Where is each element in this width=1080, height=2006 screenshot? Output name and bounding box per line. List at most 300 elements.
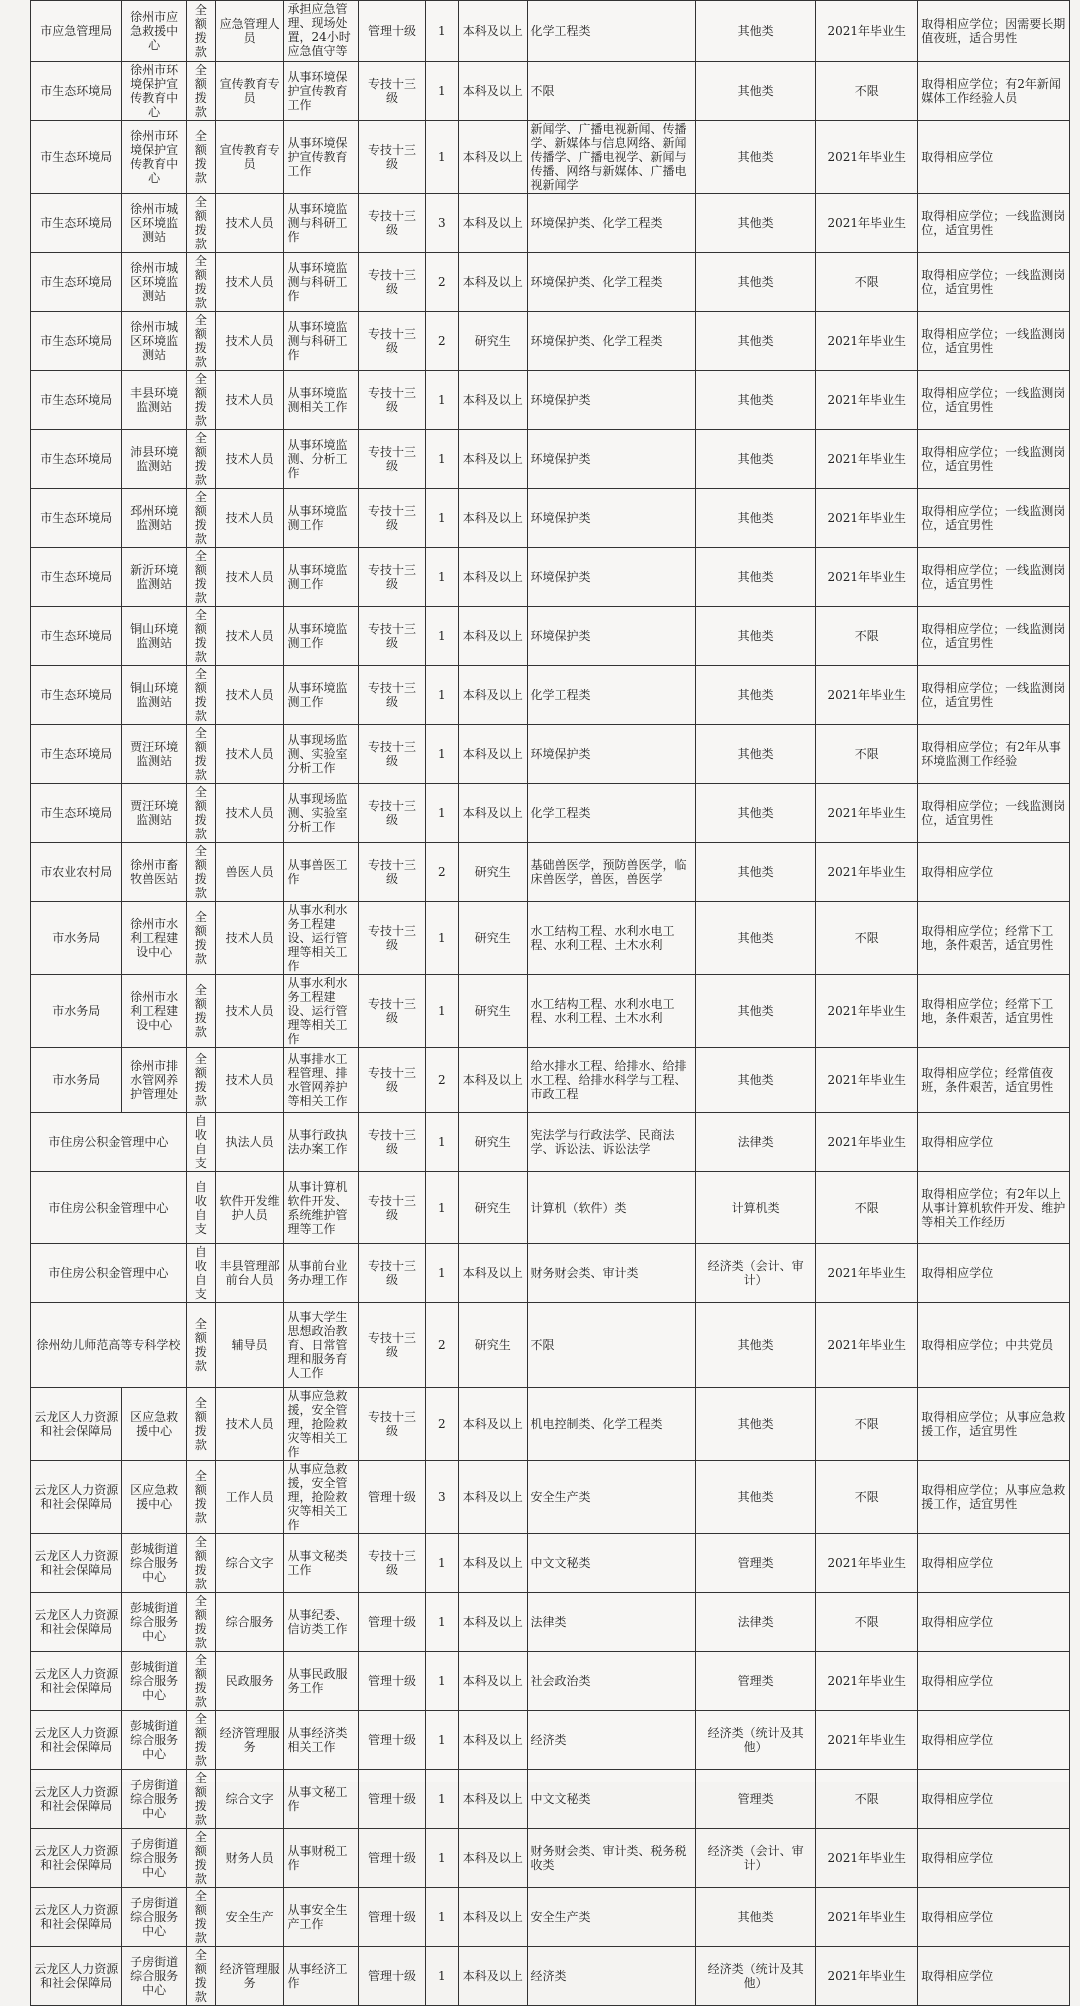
cell-candidate-type: 2021年毕业生 [816, 1244, 918, 1303]
cell-other-conditions: 取得相应学位 [918, 1711, 1070, 1770]
cell-position: 应急管理人员 [215, 1, 284, 62]
cell-major: 安全生产类 [527, 1461, 695, 1534]
cell-unit: 子房街道综合服务中心 [122, 1829, 186, 1888]
cell-major: 化学工程类 [527, 784, 695, 843]
cell-grade: 专技十三级 [359, 1113, 425, 1172]
cell-unit: 丰县环境监测站 [122, 371, 186, 430]
cell-exam-category: 其他类 [695, 1888, 816, 1947]
cell-headcount: 1 [425, 1534, 458, 1593]
cell-education: 本科及以上 [458, 666, 527, 725]
cell-department: 云龙区人力资源和社会保障局 [31, 1770, 122, 1829]
cell-department: 市农业农村局 [31, 843, 122, 902]
cell-unit: 徐州市应急救援中心 [122, 1, 186, 62]
cell-department: 云龙区人力资源和社会保障局 [31, 1593, 122, 1652]
cell-duties: 从事纪委、信访类工作 [284, 1593, 359, 1652]
cell-grade: 专技十三级 [359, 1172, 425, 1244]
cell-major: 经济类 [527, 1947, 695, 2006]
cell-grade: 专技十三级 [359, 1388, 425, 1461]
cell-major: 宪法学与行政法学、民商法学、诉讼法、诉讼法学 [527, 1113, 695, 1172]
cell-unit: 徐州市排水管网养护管理处 [122, 1048, 186, 1113]
cell-position: 技术人员 [215, 1388, 284, 1461]
cell-funding: 全额拨款 [186, 1711, 215, 1770]
cell-grade: 专技十三级 [359, 1534, 425, 1593]
cell-duties: 承担应急管理、现场处置，24小时应急值守等 [284, 1, 359, 62]
cell-exam-category: 经济类（统计及其他） [695, 1947, 816, 2006]
cell-position: 技术人员 [215, 784, 284, 843]
cell-unit: 邳州环境监测站 [122, 489, 186, 548]
cell-grade: 管理十级 [359, 1829, 425, 1888]
cell-candidate-type: 不限 [816, 1770, 918, 1829]
cell-funding: 全额拨款 [186, 666, 215, 725]
cell-candidate-type: 2021年毕业生 [816, 489, 918, 548]
cell-exam-category: 其他类 [695, 902, 816, 975]
cell-exam-category: 其他类 [695, 62, 816, 121]
cell-headcount: 1 [425, 1770, 458, 1829]
cell-exam-category: 其他类 [695, 975, 816, 1048]
cell-candidate-type: 2021年毕业生 [816, 312, 918, 371]
cell-other-conditions: 取得相应学位；有2年新闻媒体工作经验人员 [918, 62, 1070, 121]
cell-position: 技术人员 [215, 194, 284, 253]
cell-department: 市住房公积金管理中心 [31, 1172, 187, 1244]
table-row [31, 666, 1070, 725]
cell-major: 给水排水工程、给排水、给排水工程、给排水科学与工程、市政工程 [527, 1048, 695, 1113]
table-row [31, 1048, 1070, 1113]
cell-department: 云龙区人力资源和社会保障局 [31, 1888, 122, 1947]
cell-unit: 徐州市水利工程建设中心 [122, 902, 186, 975]
cell-funding: 全额拨款 [186, 548, 215, 607]
cell-other-conditions: 取得相应学位；一线监测岗位，适宜男性 [918, 253, 1070, 312]
cell-funding: 全额拨款 [186, 194, 215, 253]
cell-department: 云龙区人力资源和社会保障局 [31, 1461, 122, 1534]
cell-major: 水工结构工程、水利水电工程、水利工程、土木水利 [527, 902, 695, 975]
cell-unit: 彭城街道综合服务中心 [122, 1711, 186, 1770]
cell-major: 不限 [527, 1303, 695, 1388]
table-row [31, 1388, 1070, 1461]
cell-unit: 铜山环境监测站 [122, 666, 186, 725]
cell-position: 技术人员 [215, 312, 284, 371]
cell-other-conditions: 取得相应学位；因需要长期值夜班，适合男性 [918, 1, 1070, 62]
cell-education: 本科及以上 [458, 548, 527, 607]
cell-major: 环境保护类 [527, 371, 695, 430]
cell-exam-category: 其他类 [695, 371, 816, 430]
cell-education: 本科及以上 [458, 1770, 527, 1829]
cell-candidate-type: 2021年毕业生 [816, 1829, 918, 1888]
table-row [31, 1652, 1070, 1711]
cell-funding: 全额拨款 [186, 1947, 215, 2006]
cell-grade: 专技十三级 [359, 121, 425, 194]
cell-exam-category: 法律类 [695, 1593, 816, 1652]
cell-candidate-type: 2021年毕业生 [816, 1534, 918, 1593]
cell-position: 技术人员 [215, 371, 284, 430]
cell-candidate-type: 2021年毕业生 [816, 1, 918, 62]
cell-department: 市生态环境局 [31, 430, 122, 489]
cell-duties: 从事大学生思想政治教育、日常管理和服务育人工作 [284, 1303, 359, 1388]
cell-department: 市住房公积金管理中心 [31, 1244, 187, 1303]
cell-major: 机电控制类、化学工程类 [527, 1388, 695, 1461]
cell-major: 环境保护类 [527, 489, 695, 548]
cell-other-conditions: 取得相应学位；一线监测岗位，适宜男性 [918, 666, 1070, 725]
cell-grade: 专技十三级 [359, 548, 425, 607]
cell-position: 综合文字 [215, 1534, 284, 1593]
cell-funding: 自收自支 [186, 1113, 215, 1172]
cell-duties: 从事经济工作 [284, 1947, 359, 2006]
cell-education: 本科及以上 [458, 1461, 527, 1534]
cell-candidate-type: 不限 [816, 62, 918, 121]
cell-headcount: 2 [425, 843, 458, 902]
cell-exam-category: 其他类 [695, 489, 816, 548]
cell-duties: 从事应急救援，安全管理，抢险救灾等相关工作 [284, 1388, 359, 1461]
table-row [31, 1534, 1070, 1593]
cell-candidate-type: 不限 [816, 1388, 918, 1461]
cell-position: 兽医人员 [215, 843, 284, 902]
cell-education: 本科及以上 [458, 1534, 527, 1593]
cell-unit: 贾汪环境监测站 [122, 725, 186, 784]
cell-education: 本科及以上 [458, 253, 527, 312]
cell-exam-category: 其他类 [695, 1, 816, 62]
cell-candidate-type: 2021年毕业生 [816, 548, 918, 607]
cell-other-conditions: 取得相应学位；经常值夜班，条件艰苦，适宜男性 [918, 1048, 1070, 1113]
cell-major: 环境保护类、化学工程类 [527, 253, 695, 312]
cell-major: 新闻学、广播电视新闻、传播学、新媒体与信息网络、新闻传播学、广播电视学、新闻与传播、网络与新媒体、广播电视新闻学 [527, 121, 695, 194]
cell-funding: 全额拨款 [186, 1, 215, 62]
table-row [31, 312, 1070, 371]
cell-funding: 全额拨款 [186, 784, 215, 843]
cell-exam-category: 经济类（会计、审计） [695, 1829, 816, 1888]
cell-position: 财务人员 [215, 1829, 284, 1888]
cell-exam-category: 其他类 [695, 253, 816, 312]
cell-duties: 从事环境监测与科研工作 [284, 312, 359, 371]
cell-funding: 全额拨款 [186, 1888, 215, 1947]
cell-candidate-type: 2021年毕业生 [816, 1947, 918, 2006]
cell-position: 技术人员 [215, 430, 284, 489]
cell-education: 本科及以上 [458, 725, 527, 784]
cell-position: 技术人员 [215, 666, 284, 725]
cell-grade: 管理十级 [359, 1888, 425, 1947]
cell-exam-category: 计算机类 [695, 1172, 816, 1244]
cell-funding: 全额拨款 [186, 1770, 215, 1829]
cell-department: 市生态环境局 [31, 784, 122, 843]
cell-major: 计算机（软件）类 [527, 1172, 695, 1244]
cell-duties: 从事环境监测相关工作 [284, 371, 359, 430]
cell-exam-category: 其他类 [695, 194, 816, 253]
cell-exam-category: 其他类 [695, 430, 816, 489]
cell-major: 法律类 [527, 1593, 695, 1652]
cell-duties: 从事环境保护宣传教育工作 [284, 121, 359, 194]
table-row [31, 1829, 1070, 1888]
cell-grade: 专技十三级 [359, 1303, 425, 1388]
cell-unit: 新沂环境监测站 [122, 548, 186, 607]
cell-unit: 徐州市城区环境监测站 [122, 312, 186, 371]
cell-other-conditions: 取得相应学位；一线监测岗位，适宜男性 [918, 194, 1070, 253]
cell-education: 研究生 [458, 975, 527, 1048]
cell-education: 本科及以上 [458, 1593, 527, 1652]
table-row [31, 62, 1070, 121]
cell-funding: 全额拨款 [186, 1461, 215, 1534]
cell-unit: 彭城街道综合服务中心 [122, 1534, 186, 1593]
cell-education: 本科及以上 [458, 1244, 527, 1303]
cell-position: 技术人员 [215, 975, 284, 1048]
cell-other-conditions: 取得相应学位；一线监测岗位，适宜男性 [918, 371, 1070, 430]
cell-education: 研究生 [458, 902, 527, 975]
cell-duties: 从事环境监测工作 [284, 548, 359, 607]
cell-headcount: 1 [425, 1113, 458, 1172]
cell-exam-category: 其他类 [695, 121, 816, 194]
cell-candidate-type: 2021年毕业生 [816, 784, 918, 843]
table-row [31, 784, 1070, 843]
cell-candidate-type: 不限 [816, 607, 918, 666]
cell-major: 环境保护类 [527, 430, 695, 489]
table-row [31, 1947, 1070, 2006]
cell-other-conditions: 取得相应学位；一线监测岗位，适宜男性 [918, 489, 1070, 548]
cell-major: 中文文秘类 [527, 1534, 695, 1593]
cell-other-conditions: 取得相应学位 [918, 1593, 1070, 1652]
cell-grade: 专技十三级 [359, 1048, 425, 1113]
cell-major: 环境保护类、化学工程类 [527, 312, 695, 371]
table-row [31, 1113, 1070, 1172]
table-row [31, 194, 1070, 253]
cell-department: 云龙区人力资源和社会保障局 [31, 1388, 122, 1461]
cell-exam-category: 经济类（会计、审计） [695, 1244, 816, 1303]
cell-department: 徐州幼儿师范高等专科学校 [31, 1303, 187, 1388]
cell-other-conditions: 取得相应学位 [918, 1113, 1070, 1172]
cell-unit: 区应急救援中心 [122, 1461, 186, 1534]
cell-department: 市应急管理局 [31, 1, 122, 62]
cell-grade: 管理十级 [359, 1770, 425, 1829]
cell-duties: 从事环境监测与科研工作 [284, 194, 359, 253]
cell-major: 环境保护类 [527, 548, 695, 607]
cell-headcount: 1 [425, 121, 458, 194]
cell-duties: 从事文秘工作 [284, 1770, 359, 1829]
cell-department: 市生态环境局 [31, 607, 122, 666]
cell-education: 本科及以上 [458, 1888, 527, 1947]
table-row [31, 902, 1070, 975]
table-row [31, 430, 1070, 489]
cell-unit: 徐州市环境保护宣传教育中心 [122, 62, 186, 121]
cell-funding: 全额拨款 [186, 121, 215, 194]
cell-exam-category: 管理类 [695, 1534, 816, 1593]
cell-exam-category: 经济类（统计及其他） [695, 1711, 816, 1770]
table-row [31, 1593, 1070, 1652]
cell-unit: 徐州市畜牧兽医站 [122, 843, 186, 902]
cell-position: 宣传教育专员 [215, 62, 284, 121]
cell-education: 本科及以上 [458, 1652, 527, 1711]
cell-position: 丰县管理部前台人员 [215, 1244, 284, 1303]
cell-candidate-type: 不限 [816, 253, 918, 312]
cell-headcount: 1 [425, 975, 458, 1048]
cell-other-conditions: 取得相应学位；一线监测岗位，适宜男性 [918, 430, 1070, 489]
cell-funding: 全额拨款 [186, 1593, 215, 1652]
table-row [31, 1244, 1070, 1303]
cell-position: 经济管理服务 [215, 1711, 284, 1770]
cell-position: 技术人员 [215, 607, 284, 666]
cell-funding: 全额拨款 [186, 607, 215, 666]
cell-grade: 专技十三级 [359, 371, 425, 430]
cell-candidate-type: 2021年毕业生 [816, 843, 918, 902]
cell-department: 市生态环境局 [31, 666, 122, 725]
cell-duties: 从事环境监测工作 [284, 607, 359, 666]
cell-funding: 全额拨款 [186, 253, 215, 312]
cell-candidate-type: 2021年毕业生 [816, 1303, 918, 1388]
cell-position: 经济管理服务 [215, 1947, 284, 2006]
cell-candidate-type: 2021年毕业生 [816, 1048, 918, 1113]
cell-major: 基础兽医学，预防兽医学，临床兽医学，兽医，兽医学 [527, 843, 695, 902]
cell-department: 市生态环境局 [31, 371, 122, 430]
table-row [31, 975, 1070, 1048]
table-row [31, 121, 1070, 194]
table-row [31, 1303, 1070, 1388]
cell-funding: 全额拨款 [186, 489, 215, 548]
cell-other-conditions: 取得相应学位；从事应急救援工作，适宜男性 [918, 1388, 1070, 1461]
cell-duties: 从事排水工程管理、排水管网养护等相关工作 [284, 1048, 359, 1113]
cell-exam-category: 其他类 [695, 1388, 816, 1461]
cell-funding: 全额拨款 [186, 1303, 215, 1388]
cell-unit: 彭城街道综合服务中心 [122, 1593, 186, 1652]
cell-candidate-type: 2021年毕业生 [816, 194, 918, 253]
cell-duties: 从事环境监测工作 [284, 666, 359, 725]
cell-duties: 从事财税工作 [284, 1829, 359, 1888]
cell-position: 工作人员 [215, 1461, 284, 1534]
table-row [31, 1770, 1070, 1829]
cell-exam-category: 其他类 [695, 1303, 816, 1388]
cell-duties: 从事应急救援，安全管理，抢险救灾等相关工作 [284, 1461, 359, 1534]
cell-education: 本科及以上 [458, 784, 527, 843]
cell-department: 云龙区人力资源和社会保障局 [31, 1652, 122, 1711]
cell-education: 本科及以上 [458, 1388, 527, 1461]
cell-department: 云龙区人力资源和社会保障局 [31, 1711, 122, 1770]
table-body [31, 1, 1070, 2006]
cell-unit: 铜山环境监测站 [122, 607, 186, 666]
table-row [31, 1, 1070, 62]
cell-unit: 贾汪环境监测站 [122, 784, 186, 843]
cell-unit: 子房街道综合服务中心 [122, 1947, 186, 2006]
cell-funding: 全额拨款 [186, 1388, 215, 1461]
cell-department: 云龙区人力资源和社会保障局 [31, 1534, 122, 1593]
cell-exam-category: 其他类 [695, 725, 816, 784]
cell-grade: 专技十三级 [359, 253, 425, 312]
cell-position: 安全生产 [215, 1888, 284, 1947]
cell-headcount: 1 [425, 1652, 458, 1711]
table-row [31, 725, 1070, 784]
cell-headcount: 3 [425, 1461, 458, 1534]
cell-unit: 彭城街道综合服务中心 [122, 1652, 186, 1711]
cell-candidate-type: 不限 [816, 902, 918, 975]
table-row [31, 1172, 1070, 1244]
cell-position: 辅导员 [215, 1303, 284, 1388]
cell-unit: 徐州市水利工程建设中心 [122, 975, 186, 1048]
cell-department: 云龙区人力资源和社会保障局 [31, 1947, 122, 2006]
cell-other-conditions: 取得相应学位；经常下工地，条件艰苦，适宜男性 [918, 902, 1070, 975]
cell-education: 本科及以上 [458, 1, 527, 62]
table-row [31, 1461, 1070, 1534]
cell-grade: 管理十级 [359, 1461, 425, 1534]
cell-unit: 子房街道综合服务中心 [122, 1770, 186, 1829]
cell-major: 环境保护类、化学工程类 [527, 194, 695, 253]
cell-headcount: 1 [425, 607, 458, 666]
cell-exam-category: 其他类 [695, 607, 816, 666]
cell-other-conditions: 取得相应学位 [918, 843, 1070, 902]
cell-grade: 专技十三级 [359, 902, 425, 975]
cell-grade: 专技十三级 [359, 666, 425, 725]
cell-education: 本科及以上 [458, 1947, 527, 2006]
cell-funding: 全额拨款 [186, 1829, 215, 1888]
cell-major: 安全生产类 [527, 1888, 695, 1947]
cell-education: 本科及以上 [458, 1829, 527, 1888]
cell-duties: 从事环境监测工作 [284, 489, 359, 548]
cell-exam-category: 法律类 [695, 1113, 816, 1172]
cell-department: 市水务局 [31, 975, 122, 1048]
cell-headcount: 1 [425, 371, 458, 430]
cell-education: 本科及以上 [458, 371, 527, 430]
cell-major: 环境保护类 [527, 607, 695, 666]
cell-education: 研究生 [458, 1113, 527, 1172]
cell-education: 本科及以上 [458, 430, 527, 489]
cell-grade: 专技十三级 [359, 312, 425, 371]
cell-duties: 从事民政服务工作 [284, 1652, 359, 1711]
cell-candidate-type: 2021年毕业生 [816, 371, 918, 430]
recruitment-table [30, 0, 1070, 2006]
cell-position: 技术人员 [215, 1048, 284, 1113]
cell-other-conditions: 取得相应学位 [918, 1829, 1070, 1888]
cell-headcount: 1 [425, 902, 458, 975]
cell-position: 技术人员 [215, 489, 284, 548]
cell-grade: 管理十级 [359, 1652, 425, 1711]
cell-headcount: 1 [425, 489, 458, 548]
cell-duties: 从事前台业务办理工作 [284, 1244, 359, 1303]
cell-education: 研究生 [458, 843, 527, 902]
cell-grade: 专技十三级 [359, 607, 425, 666]
cell-grade: 管理十级 [359, 1711, 425, 1770]
cell-major: 中文文秘类 [527, 1770, 695, 1829]
cell-other-conditions: 取得相应学位 [918, 1652, 1070, 1711]
cell-other-conditions: 取得相应学位；一线监测岗位，适宜男性 [918, 548, 1070, 607]
cell-unit: 沛县环境监测站 [122, 430, 186, 489]
cell-funding: 全额拨款 [186, 312, 215, 371]
cell-education: 本科及以上 [458, 489, 527, 548]
cell-headcount: 1 [425, 1172, 458, 1244]
cell-headcount: 2 [425, 1303, 458, 1388]
cell-education: 本科及以上 [458, 1048, 527, 1113]
cell-major: 财务财会类、审计类 [527, 1244, 695, 1303]
cell-major: 社会政治类 [527, 1652, 695, 1711]
cell-headcount: 3 [425, 194, 458, 253]
cell-grade: 专技十三级 [359, 975, 425, 1048]
cell-major: 化学工程类 [527, 1, 695, 62]
cell-department: 市生态环境局 [31, 312, 122, 371]
cell-other-conditions: 取得相应学位 [918, 121, 1070, 194]
cell-funding: 全额拨款 [186, 975, 215, 1048]
cell-position: 宣传教育专员 [215, 121, 284, 194]
cell-education: 本科及以上 [458, 62, 527, 121]
cell-position: 综合服务 [215, 1593, 284, 1652]
cell-candidate-type: 2021年毕业生 [816, 975, 918, 1048]
cell-position: 技术人员 [215, 902, 284, 975]
cell-candidate-type: 2021年毕业生 [816, 1113, 918, 1172]
cell-other-conditions: 取得相应学位；从事应急救援工作，适宜男性 [918, 1461, 1070, 1534]
cell-education: 本科及以上 [458, 194, 527, 253]
cell-duties: 从事现场监测、实验室分析工作 [284, 725, 359, 784]
cell-department: 市生态环境局 [31, 725, 122, 784]
table-row [31, 371, 1070, 430]
cell-major: 经济类 [527, 1711, 695, 1770]
cell-headcount: 2 [425, 312, 458, 371]
cell-education: 研究生 [458, 1172, 527, 1244]
cell-other-conditions: 取得相应学位；一线监测岗位，适宜男性 [918, 312, 1070, 371]
cell-unit: 徐州市城区环境监测站 [122, 253, 186, 312]
cell-headcount: 1 [425, 1947, 458, 2006]
cell-major: 化学工程类 [527, 666, 695, 725]
cell-department: 云龙区人力资源和社会保障局 [31, 1829, 122, 1888]
cell-headcount: 1 [425, 1829, 458, 1888]
